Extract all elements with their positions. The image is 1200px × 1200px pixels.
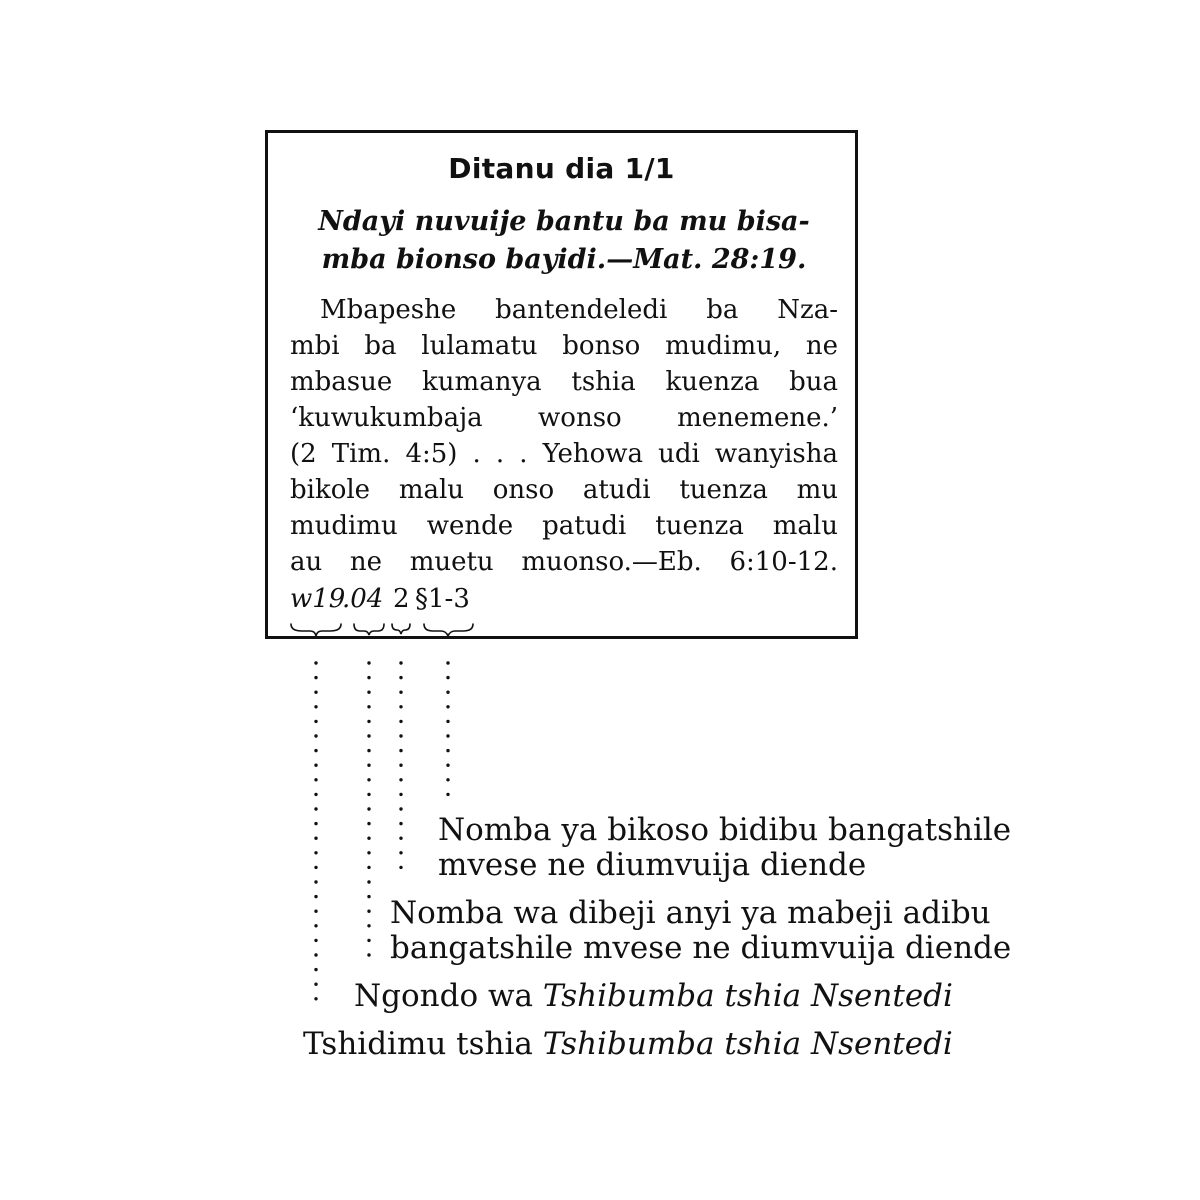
label-paragraphs-line: Nomba ya bikoso bidibu bangatshile [438, 812, 1012, 848]
label-issue-italic: Tshibumba tshia Nsentedi [542, 978, 953, 1014]
reference-issue: .04 [342, 584, 384, 614]
brace-publication [291, 624, 341, 636]
theme-line: Ndayi nuvuije bantu ba mu bisa- [318, 206, 810, 237]
reference-paragraphs: §1-3 [415, 584, 470, 614]
label-page-line: bangatshile mvese ne diumvuija diende [390, 930, 1012, 966]
body-line: (2 Tim. 4:5) . . . Yehowa udi wanyisha [290, 439, 838, 469]
label-page-line: Nomba wa dibeji anyi ya mabeji adibu [390, 895, 991, 931]
reference-publication: w19 [290, 584, 346, 614]
body-line: au ne muetu muonso.—Eb. 6:10-12. [290, 547, 838, 577]
body-line: Mbapeshe bantendeledi ba Nza- [320, 295, 838, 325]
label-publication [303, 1027, 953, 1062]
label-page [390, 896, 1011, 966]
brace-paragraphs [424, 624, 473, 636]
body-line: mbi ba lulamatu bonso mudimu, ne [290, 331, 838, 361]
body-line: mudimu wende patudi tuenza malu [290, 511, 838, 541]
label-issue-text: Ngondo wa [354, 978, 543, 1014]
body-line: bikole malu onso atudi tuenza mu [290, 475, 838, 505]
body-line: mbasue kumanya tshia kuenza bua [290, 367, 838, 397]
brace-issue [354, 624, 384, 635]
label-publication-italic: Tshibumba tshia Nsentedi [542, 1026, 953, 1062]
theme-line: mba bionso bayidi.—Mat. 28:19. [321, 244, 807, 275]
brace-page [392, 624, 410, 634]
label-paragraphs [438, 813, 1011, 883]
label-paragraphs-line: mvese ne diumvuija diende [438, 847, 867, 883]
body-line: ‘kuwukumbaja wonso menemene.’ [290, 403, 838, 433]
card-heading: Ditanu dia 1/1 [448, 152, 675, 185]
label-publication-text: Tshidimu tshia [303, 1026, 543, 1062]
label-issue [354, 979, 953, 1014]
reference-page: 2 [393, 584, 410, 614]
